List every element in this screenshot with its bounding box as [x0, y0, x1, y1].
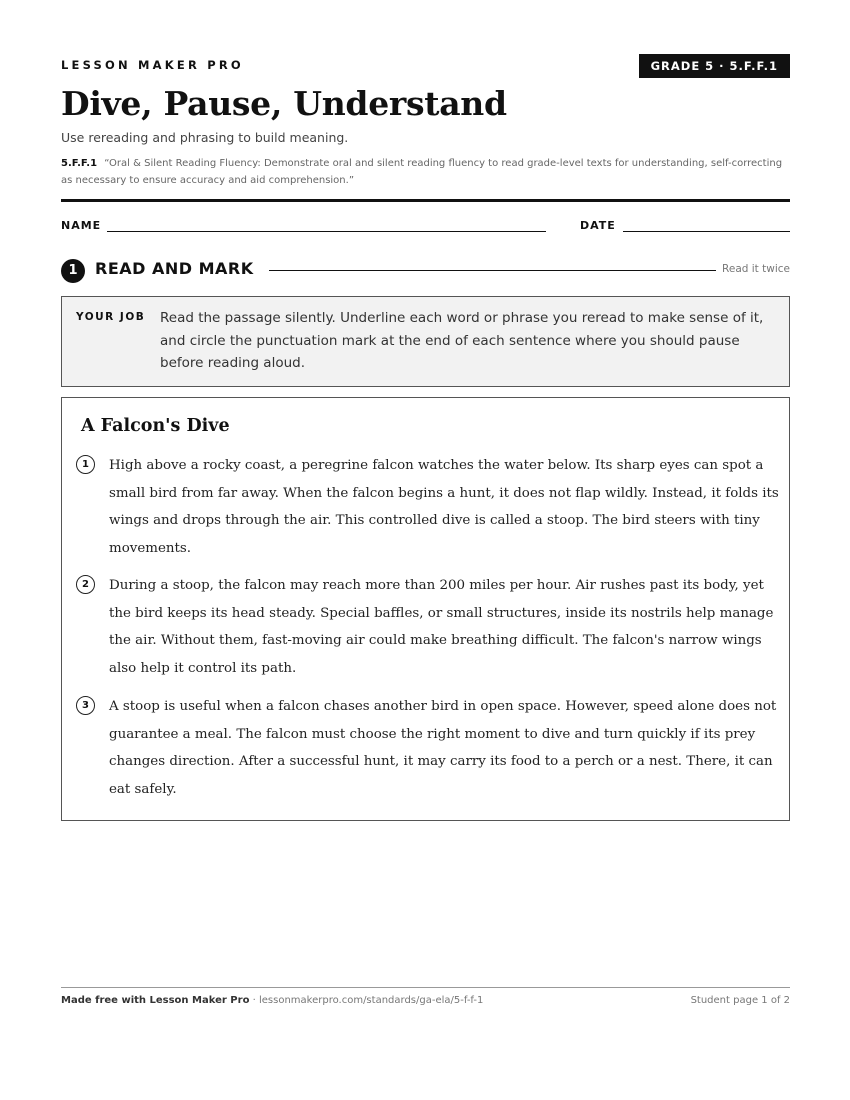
paragraph-number: 2 [76, 575, 95, 594]
standard-description [61, 155, 790, 189]
section-note: Read it twice [722, 263, 790, 275]
passage-box [61, 397, 790, 821]
paragraph-text: A stoop is useful when a falcon chases another bird in open space. However, speed alone does not guarantee a meal. The falcon must choose the right moment to dive and turn quickly if its prey changes direction. After a successful hunt, it may carry its food to a perch or a nest. There, it can eat safely. [109, 699, 777, 797]
paragraph-number: 3 [76, 696, 95, 715]
name-date-row [61, 219, 790, 235]
passage-title: A Falcon's Dive [81, 416, 230, 436]
standard-code: 5.F.F.1 [61, 158, 98, 169]
paragraph-text: During a stoop, the falcon may reach more than 200 miles per hour. Air rushes past its body, yet the bird keeps its head steady. Special baffles, or small structures, inside its nostrils help manage the air. Without them, fast-moving air could make breathing difficult. The falcon's narrow wings also help it control its path. [109, 578, 774, 676]
footer-url[interactable]: · lessonmakerpro.com/standards/ga-ela/5-f-f-1 [249, 995, 484, 1006]
standard-text: “Oral & Silent Reading Fluency: Demonstrate oral and silent reading fluency to read grade-level texts for understanding, self-correcting as necessary to ensure accuracy and aid comprehension.” [61, 158, 783, 186]
section-divider [269, 270, 716, 271]
worksheet-page [61, 0, 790, 1100]
page-indicator: Student page 1 of 2 [690, 995, 790, 1006]
date-field[interactable] [623, 231, 790, 232]
page-title: Dive, Pause, Understand [61, 84, 507, 123]
paragraph-number: 1 [76, 455, 95, 474]
instructions-box [61, 296, 790, 387]
date-label: DATE [580, 219, 616, 232]
section-number-badge: 1 [61, 259, 85, 283]
brand-name: LESSON MAKER PRO [61, 58, 244, 72]
name-label: NAME [61, 219, 102, 232]
page-subtitle: Use rereading and phrasing to build meaning. [61, 130, 349, 145]
header-divider [61, 199, 790, 202]
name-field[interactable] [107, 231, 546, 232]
paragraph-text: High above a rocky coast, a peregrine falcon watches the water below. Its sharp eyes can spot a small bird from far away. When the falcon begins a hunt, it does not flap wildly. Instead, it folds its wings and drops through the air. This controlled dive is called a stoop. The bird steers with tiny movements. [109, 458, 779, 556]
instructions-text: Read the passage silently. Underline each word or phrase you reread to make sense of it, and circle the punctuation mark at the end of each sentence where you should pause before reading aloud. [160, 310, 764, 371]
instructions-label: YOUR JOB [76, 311, 146, 323]
footer-credit [61, 995, 483, 1006]
footer-divider [61, 987, 790, 988]
section-title: READ AND MARK [95, 259, 254, 278]
grade-badge: GRADE 5 · 5.F.F.1 [639, 54, 790, 78]
footer-made-with: Made free with Lesson Maker Pro [61, 995, 250, 1006]
section-header [61, 257, 790, 283]
